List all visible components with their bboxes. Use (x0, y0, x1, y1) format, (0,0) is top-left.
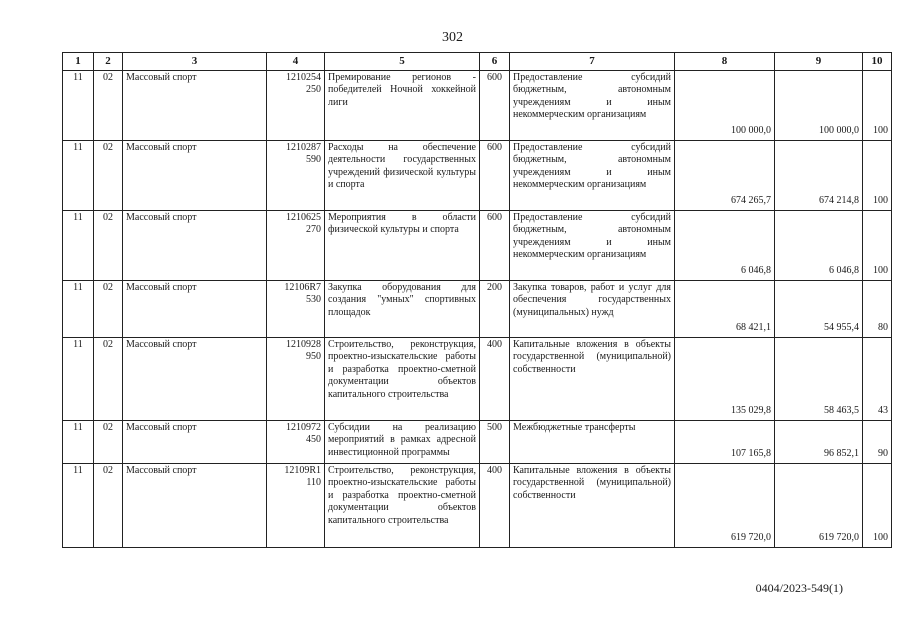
expense-description: Субсидии на реализацию мероприятий в рамках адресной инвестиционной программы (325, 420, 480, 463)
page-number: 302 (442, 30, 463, 45)
target-code (267, 280, 325, 337)
section-code: 11 (63, 70, 94, 140)
section-name: Массовый спорт (123, 463, 267, 547)
target-code-part1: 1210928 (286, 338, 321, 350)
header-cell: 3 (123, 53, 267, 71)
execution-percent: 100 (863, 210, 892, 280)
table-row (63, 70, 892, 140)
expense-type-name: Предоставление субсидий бюджетным, автономным учреждениям и иным некоммерческим организациям (510, 140, 675, 210)
expense-type-code: 600 (480, 70, 510, 140)
expense-type-name: Предоставление субсидий бюджетным, автономным учреждениям и иным некоммерческим организациям (510, 210, 675, 280)
section-name: Массовый спорт (123, 210, 267, 280)
execution-percent: 100 (863, 70, 892, 140)
subsection-code: 02 (94, 463, 123, 547)
expense-type-code: 600 (480, 140, 510, 210)
expense-type-code: 600 (480, 210, 510, 280)
expense-description: Строительство, реконструкция, проектно-изыскательские работы и разработка проектно-сметной документации объектов капитального строительства (325, 463, 480, 547)
target-code-part2: 590 (306, 154, 321, 166)
table-row (63, 463, 892, 547)
section-name: Массовый спорт (123, 420, 267, 463)
subsection-code: 02 (94, 70, 123, 140)
planned-amount: 68 421,1 (675, 280, 775, 337)
expense-description: Строительство, реконструкция, проектно-изыскательские работы и разработка проектно-сметной документации объектов капитального строительства (325, 337, 480, 420)
actual-amount: 619 720,0 (775, 463, 863, 547)
section-code: 11 (63, 140, 94, 210)
budget-table (62, 52, 892, 548)
target-code-part1: 1210254 (286, 71, 321, 83)
header-cell: 9 (775, 53, 863, 71)
section-code: 11 (63, 463, 94, 547)
expense-type-code: 400 (480, 463, 510, 547)
table-row (63, 280, 892, 337)
execution-percent: 80 (863, 280, 892, 337)
expense-type-name: Капитальные вложения в объекты государственной (муниципальной) собственности (510, 463, 675, 547)
expense-description: Закупка оборудования для создания "умных" спортивных площадок (325, 280, 480, 337)
section-code: 11 (63, 210, 94, 280)
section-code: 11 (63, 420, 94, 463)
table-row (63, 337, 892, 420)
expense-description: Премирование регионов - победителей Ночной хоккейной лиги (325, 70, 480, 140)
expense-type-code: 200 (480, 280, 510, 337)
target-code (267, 420, 325, 463)
target-code-part2: 450 (306, 434, 321, 446)
section-code: 11 (63, 280, 94, 337)
subsection-code: 02 (94, 280, 123, 337)
expense-type-name: Закупка товаров, работ и услуг для обеспечения государственных (муниципальных) нужд (510, 280, 675, 337)
planned-amount: 107 165,8 (675, 420, 775, 463)
target-code-part2: 530 (306, 294, 321, 306)
expense-type-name: Межбюджетные трансферты (510, 420, 675, 463)
header-cell: 5 (325, 53, 480, 71)
actual-amount: 6 046,8 (775, 210, 863, 280)
document-code: 0404/2023-549(1) (755, 581, 843, 595)
header-cell: 2 (94, 53, 123, 71)
planned-amount: 100 000,0 (675, 70, 775, 140)
planned-amount: 6 046,8 (675, 210, 775, 280)
header-cell: 6 (480, 53, 510, 71)
target-code (267, 463, 325, 547)
target-code (267, 337, 325, 420)
table-row (63, 140, 892, 210)
expense-type-name: Капитальные вложения в объекты государственной (муниципальной) собственности (510, 337, 675, 420)
section-name: Массовый спорт (123, 280, 267, 337)
subsection-code: 02 (94, 140, 123, 210)
header-cell: 7 (510, 53, 675, 71)
target-code-part2: 250 (306, 84, 321, 96)
target-code-part2: 110 (306, 477, 321, 489)
target-code (267, 140, 325, 210)
section-code: 11 (63, 337, 94, 420)
table-header-row (63, 53, 892, 71)
header-cell: 8 (675, 53, 775, 71)
target-code-part2: 950 (306, 351, 321, 363)
table-row (63, 210, 892, 280)
target-code (267, 210, 325, 280)
target-code-part1: 12109R1 (284, 464, 321, 476)
expense-description: Мероприятия в области физической культуры и спорта (325, 210, 480, 280)
actual-amount: 100 000,0 (775, 70, 863, 140)
section-name: Массовый спорт (123, 70, 267, 140)
expense-type-name: Предоставление субсидий бюджетным, автономным учреждениям и иным некоммерческим организациям (510, 70, 675, 140)
subsection-code: 02 (94, 210, 123, 280)
expense-type-code: 500 (480, 420, 510, 463)
planned-amount: 674 265,7 (675, 140, 775, 210)
planned-amount: 135 029,8 (675, 337, 775, 420)
table-row (63, 420, 892, 463)
header-cell: 4 (267, 53, 325, 71)
actual-amount: 96 852,1 (775, 420, 863, 463)
execution-percent: 43 (863, 337, 892, 420)
target-code-part1: 1210287 (286, 141, 321, 153)
actual-amount: 674 214,8 (775, 140, 863, 210)
actual-amount: 54 955,4 (775, 280, 863, 337)
section-name: Массовый спорт (123, 337, 267, 420)
subsection-code: 02 (94, 337, 123, 420)
actual-amount: 58 463,5 (775, 337, 863, 420)
header-cell: 1 (63, 53, 94, 71)
header-cell: 10 (863, 53, 892, 71)
execution-percent: 100 (863, 140, 892, 210)
execution-percent: 90 (863, 420, 892, 463)
expense-type-code: 400 (480, 337, 510, 420)
target-code-part1: 1210625 (286, 211, 321, 223)
target-code (267, 70, 325, 140)
target-code-part1: 1210972 (286, 421, 321, 433)
target-code-part2: 270 (306, 224, 321, 236)
expense-description: Расходы на обеспечение деятельности государственных учреждений физической культуры и спорта (325, 140, 480, 210)
target-code-part1: 12106R7 (284, 281, 321, 293)
execution-percent: 100 (863, 463, 892, 547)
planned-amount: 619 720,0 (675, 463, 775, 547)
subsection-code: 02 (94, 420, 123, 463)
section-name: Массовый спорт (123, 140, 267, 210)
